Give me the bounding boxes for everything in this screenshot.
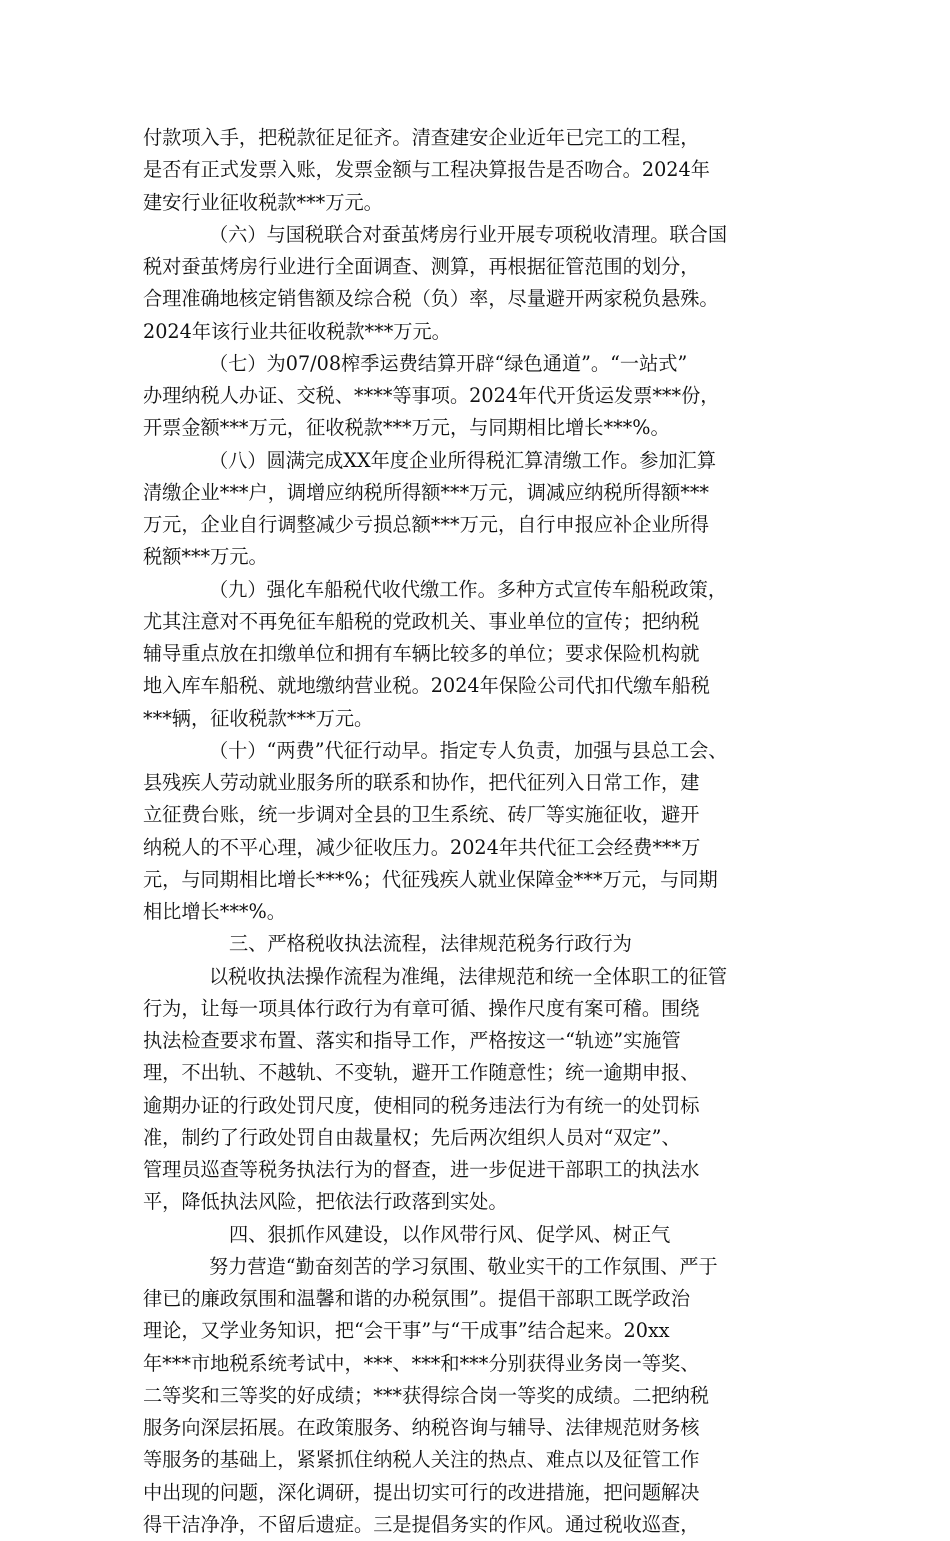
text-line: 万元，企业自行调整减少亏损总额***万元，自行申报应补企业所得 [143,513,710,536]
text-line: 元，与同期相比增长***%；代征残疾人就业保障金***万元，与同期 [143,867,718,891]
text-line: 中出现的问题，深化调研，提出切实可行的改进措施，把问题解决 [143,1480,700,1504]
text-line: 努力营造“勤奋刻苦的学习氛围、敬业实干的工作氛围、严于 [209,1254,718,1278]
text-line: 服务向深层拓展。在政策服务、纳税咨询与辅导、法律规范财务核 [143,1416,700,1439]
text-line: 得干洁净净，不留后遗症。三是提倡务实的作风。通过税收巡查， [143,1512,700,1536]
text-line: 纳税人的不平心理，减少征收压力。2024年共代征工会经费***万 [143,835,701,859]
text-line: 县残疾人劳动就业服务所的联系和协作，把代征列入日常工作，建 [143,771,700,794]
text-line: 理论，又学业务知识，把“会干事”与“干成事”结合起来。20xx [143,1319,670,1343]
text-line: ***辆，征收税款***万元。 [143,706,374,730]
text-line: 税对蚕茧烤房行业进行全面调查、测算，再根据征管范围的划分， [143,255,700,278]
text-line: 逾期办证的行政处罚尺度，使相同的税务违法行为有统一的处罚标 [143,1093,700,1117]
text-line: 立征费台账，统一步调对全县的卫生系统、砖厂等实施征收，避开 [143,803,700,827]
text-line: 尤其注意对不再免征车船税的党政机关、事业单位的宣传；把纳税 [143,609,700,633]
text-line: 办理纳税人办证、交税、****等事项。2024年代开货运发票***份， [143,384,720,407]
text-line: 等服务的基础上，紧紧抓住纳税人关注的热点、难点以及征管工作 [143,1448,700,1472]
text-line: 合理准确地核定销售额及综合税（负）率，尽量避开两家税负悬殊。 [143,287,719,311]
text-line: 平，降低执法风险，把依法行政落到实处。 [143,1190,508,1214]
text-line: 相比增长***%。 [143,900,286,923]
text-line: 理，不出轨、不越轨、不变轨，避开工作随意性；统一逾期申报、 [143,1061,700,1085]
text-line: 执法检查要求布置、落实和指导工作，严格按这一“轨迹”实施管 [143,1029,681,1052]
text-line: 行为，让每一项具体行政行为有章可循、操作尺度有案可稽。围绕 [143,996,700,1020]
text-line: 二等奖和三等奖的好成绩；***获得综合岗一等奖的成绩。二把纳税 [143,1383,710,1407]
text-line: 付款项入手，把税款征足征齐。清查建安企业近年已完工的工程， [143,126,700,149]
text-line: 年***市地税系统考试中，***、***和***分别获得业务岗一等奖、 [143,1351,700,1375]
section-heading: 四、狠抓作风建设，以作风带行风、促学风、树正气 [229,1222,671,1246]
section-heading: 三、严格税收执法流程，法律规范税务行政行为 [229,932,632,956]
text-line: 地入库车船税、就地缴纳营业税。2024年保险公司代扣代缴车船税 [143,674,710,698]
text-line: （七）为07/08榨季运费结算开辟“绿色通道”。“一站式” [209,351,688,375]
text-line: 是否有正式发票入账，发票金额与工程决算报告是否吻合。2024年 [143,158,710,182]
text-line: 准，制约了行政处罚自由裁量权；先后两次组织人员对“双定”、 [143,1125,681,1149]
text-line: 清缴企业***户，调增应纳税所得额***万元，调减应纳税所得额*** [143,480,710,504]
text-line: （八）圆满完成XX年度企业所得税汇算清缴工作。参加汇算 [209,448,717,472]
text-line: 建安行业征收税款***万元。 [143,190,383,214]
text-line: （九）强化车船税代收代缴工作。多种方式宣传车船税政策， [209,577,728,601]
text-line: 以税收执法操作流程为准绳，法律规范和统一全体职工的征管 [209,964,728,988]
text-line: 税额***万元。 [143,545,268,569]
text-line: 2024年该行业共征收税款***万元。 [143,319,451,343]
text-line: （六）与国税联合对蚕茧烤房行业开展专项税收清理。联合国 [209,222,728,246]
text-line: 管理员巡查等税务执法行为的督查，进一步促进干部职工的执法水 [143,1158,700,1181]
text-line: 开票金额***万元，征收税款***万元，与同期相比增长***%。 [143,416,670,440]
document-body [143,122,807,1541]
text-line: 辅导重点放在扣缴单位和拥有车辆比较多的单位；要求保险机构就 [143,642,700,665]
text-line: 律已的廉政氛围和温馨和谐的办税氛围”。提倡干部职工既学政治 [143,1287,691,1310]
text-line: （十）“两费”代征行动早。指定专人负责，加强与县总工会、 [209,738,728,762]
